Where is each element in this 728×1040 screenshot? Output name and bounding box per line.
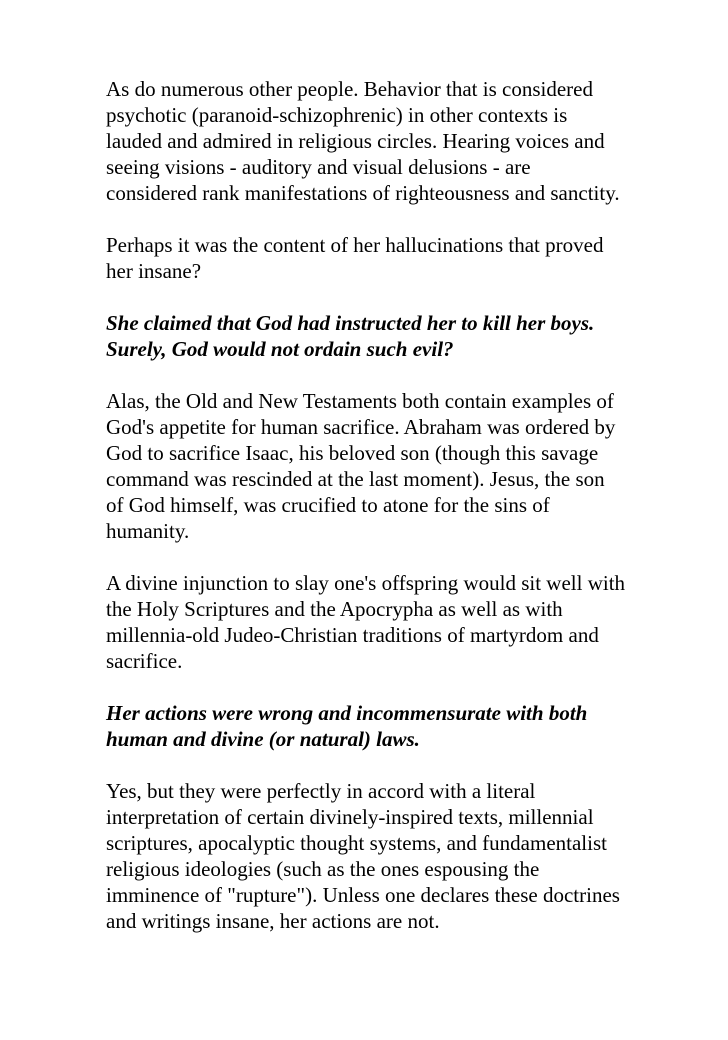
document-page [106,76,626,934]
paragraph-religious-behavior: As do numerous other people. Behavior that is considered psychotic (paranoid-schizophrenic) in other contexts is lauded and admired in religious circles. Hearing voices and seeing visions - auditory and visual delusions - are considered rank manifestations of righteousness and sanctity. [106,77,620,205]
paragraph-divine-injunction: A divine injunction to slay one's offspring would sit well with the Holy Scriptures and the Apocrypha as well as with millennia-old Judeo-Christian traditions of martyrdom and sacrifice. [106,571,626,673]
paragraph-objection-god-instruction: She claimed that God had instructed her to kill her boys. Surely, God would not ordain such evil? [106,311,595,361]
paragraph-human-sacrifice: Alas, the Old and New Testaments both contain examples of God's appetite for human sacrifice. Abraham was ordered by God to sacrifice Isaac, his beloved son (though this savage command was rescinded at the last moment). Jesus, the son of God himself, was crucified to atone for the sins of humanity. [106,389,616,543]
paragraph-hallucination-question: Perhaps it was the content of her hallucinations that proved her insane? [106,233,604,283]
paragraph-objection-wrong-actions: Her actions were wrong and incommensurate with both human and divine (or natural) laws. [106,701,588,751]
paragraph-literal-interpretation: Yes, but they were perfectly in accord with a literal interpretation of certain divinely-inspired texts, millennial scriptures, apocalyptic thought systems, and fundamentalist religious ideologies (such as the ones espousing the imminence of "rupture"). Unless one declares these doctrines and writings insane, her actions are not. [106,779,620,933]
